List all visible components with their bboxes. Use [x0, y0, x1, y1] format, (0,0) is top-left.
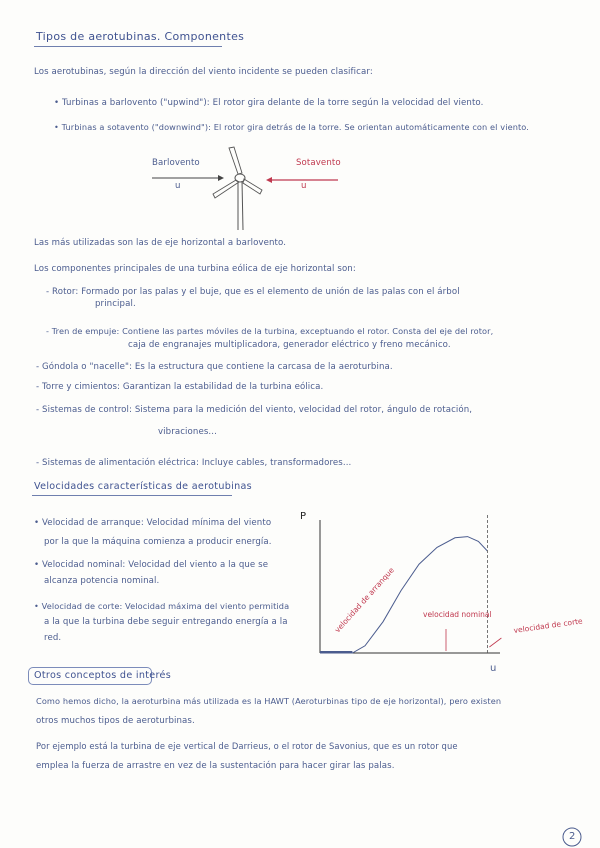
wind-turbine-figure	[150, 145, 350, 235]
otros-line3: Por ejemplo está la turbina de eje vertical de Darrieus, o el rotor de Savonius, que es un rotor que	[36, 741, 458, 751]
component-alimentacion: - Sistemas de alimentación eléctrica: Incluye cables, transformadores...	[36, 458, 352, 468]
annotation-nominal: velocidad nominal	[423, 610, 492, 619]
component-torre: - Torre y cimientos: Garantizan la estabilidad de la turbina eólica.	[36, 382, 324, 392]
corte-pointer	[489, 638, 501, 647]
turbine-blade-right	[243, 179, 262, 194]
title-underline-2	[32, 495, 232, 496]
def-nominal-cont: alcanza potencia nominal.	[44, 576, 160, 586]
title-underline	[34, 46, 222, 47]
def-corte: • Velocidad de corte: Velocidad máxima del viento permitida	[34, 601, 290, 611]
component-tren-cont: caja de engranajes multiplicadora, generador eléctrico y freno mecánico.	[128, 340, 451, 350]
barlovento-label: Barlovento	[152, 158, 200, 168]
def-corte-cont2: red.	[44, 633, 62, 643]
annotation-corte: velocidad de corte	[513, 616, 584, 635]
left-arrow-head	[218, 175, 224, 181]
turbine-blade-top	[229, 147, 242, 174]
power-curve-chart	[300, 505, 584, 675]
otros-line2: otros muchos tipos de aeroturbinas.	[36, 716, 195, 726]
intro-text: Los aerotubinas, según la dirección del viento incidente se pueden clasificar:	[34, 67, 373, 77]
paragraph-mas-utilizadas: Las más utilizadas son las de eje horizontal a barlovento.	[34, 238, 287, 248]
y-axis-label: P	[300, 511, 307, 522]
power-curve-line	[320, 537, 487, 653]
bullet-sotavento: • Turbinas a sotavento ("downwind"): El rotor gira detrás de la torre. Se orientan automáticamente con el viento.	[54, 122, 529, 132]
component-control-cont: vibraciones...	[158, 427, 217, 437]
def-arranque-cont: por la que la máquina comienza a producir energía.	[44, 537, 272, 547]
bullet-barlovento: • Turbinas a barlovento ("upwind"): El rotor gira delante de la torre según la velocidad del viento.	[54, 98, 484, 108]
otros-line1: Como hemos dicho, la aeroturbina más utilizada es la HAWT (Aeroturbinas tipo de eje horizontal), pero existen	[36, 696, 502, 706]
right-arrow-head	[266, 177, 272, 183]
def-corte-cont: a la que la turbina debe seguir entregando energía a la	[44, 617, 288, 627]
section-title-tipos: Tipos de aerotubinas. Componentes	[36, 30, 245, 43]
component-rotor: - Rotor: Formado por las palas y el buje, que es el elemento de unión de las palas con el árbol	[46, 287, 460, 297]
x-axis-label: u	[490, 663, 497, 674]
otros-line4: emplea la fuerza de arrastre en vez de la sustentación para hacer girar las palas.	[36, 761, 395, 771]
paragraph-componentes: Los componentes principales de una turbina eólica de eje horizontal son:	[34, 264, 356, 274]
page-number: 2	[569, 831, 576, 842]
section-title-otros: Otros conceptos de interés	[34, 670, 172, 681]
sotavento-label: Sotavento	[296, 158, 341, 168]
u-left-label: u	[175, 181, 181, 191]
turbine-blade-left	[213, 180, 239, 198]
def-nominal: • Velocidad nominal: Velocidad del viento a la que se	[34, 560, 269, 570]
component-rotor-cont: principal.	[95, 299, 136, 309]
component-control: - Sistemas de control: Sistema para la medición del viento, velocidad del rotor, ángulo de rotación,	[36, 405, 473, 415]
u-right-label: u	[301, 181, 307, 191]
component-tren: - Tren de empuje: Contiene las partes móviles de la turbina, exceptuando el rotor. Consta del eje del rotor,	[46, 326, 494, 336]
annotation-arranque: velocidad de arranque	[332, 565, 396, 635]
def-arranque: • Velocidad de arranque: Velocidad mínima del viento	[34, 518, 272, 528]
component-gondola: - Góndola o "nacelle": Es la estructura que contiene la carcasa de la aeroturbina.	[36, 362, 393, 372]
section-title-velocidades: Velocidades características de aerotubinas	[34, 481, 252, 492]
